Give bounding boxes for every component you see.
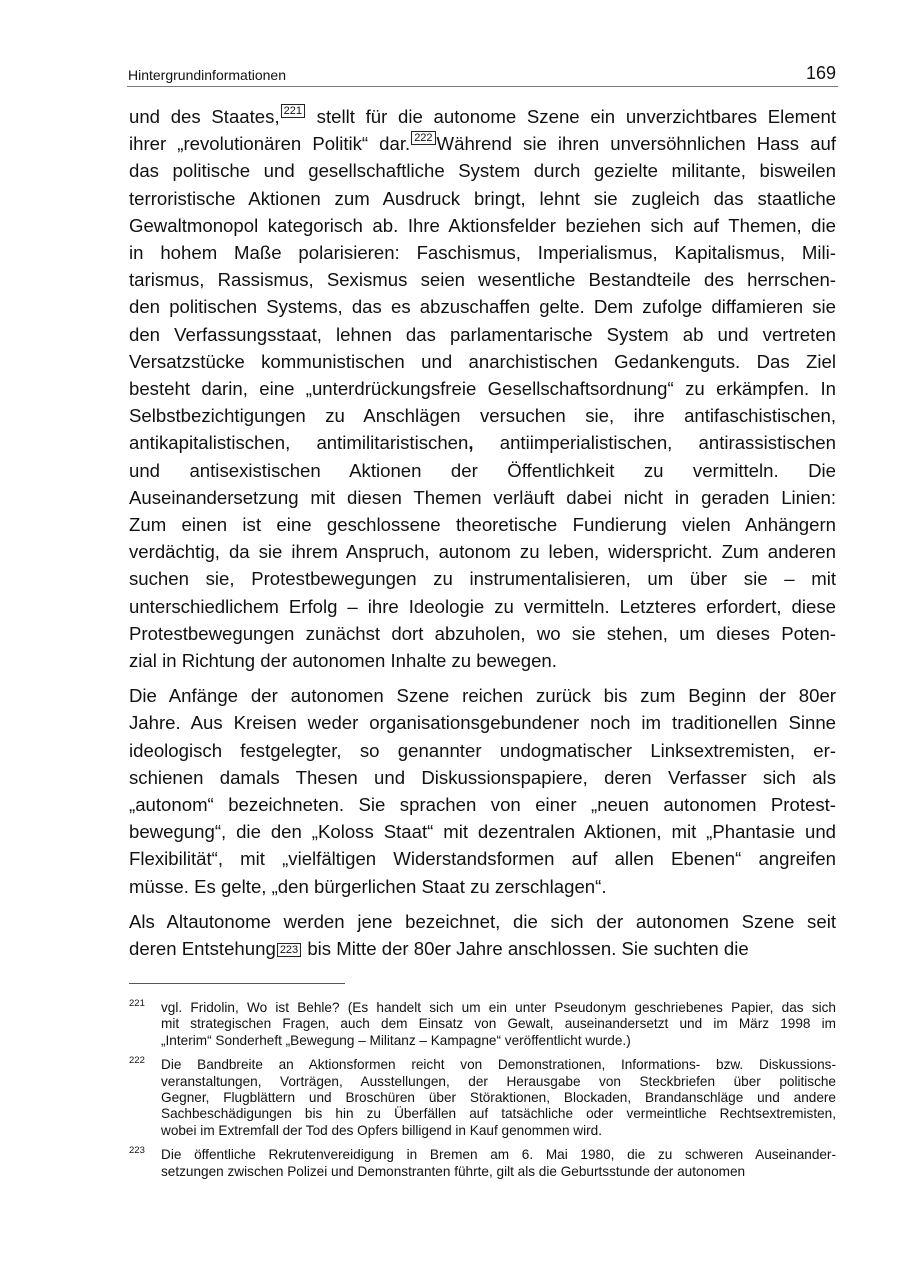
text-line: Auseinandersetzung mit diesen Themen verläuft dabei nicht in geraden Linien: <box>129 486 836 508</box>
footnotes <box>129 1000 836 1188</box>
footnote-reference-222[interactable]: 222 <box>411 131 435 145</box>
body-text <box>129 103 836 962</box>
footnote-line: „Interim“ Sonderheft „Bewegung – Militanz – Kampagne“ veröffentlicht wurde.) <box>161 1032 631 1048</box>
text-line: suchen sie, Protestbewegungen zu instrumentalisieren, um über sie – mit <box>129 568 836 590</box>
footnote-line: wobei im Extremfall der Tod des Opfers billigend in Kauf genommen wird. <box>161 1122 602 1138</box>
text-line: deren Entstehung 223 bis Mitte der 80er Jahre anschlossen. Sie suchten die <box>129 938 749 960</box>
text-line: Selbstbezichtigungen zu Anschlägen versuchen sie, ihre antifaschistischen, <box>129 405 836 427</box>
footnote-line: Die Bandbreite an Aktionsformen reicht von Demonstrationen, Informations- bzw. Diskussions- <box>161 1057 836 1073</box>
text-line: unterschiedlichem Erfolg – ihre Ideologie zu vermitteln. Letzteres erfordert, diese <box>129 595 836 617</box>
footnote-text <box>161 1057 836 1139</box>
footnote-223 <box>129 1147 836 1180</box>
page-number: 169 <box>805 63 836 83</box>
text-line: den Verfassungsstaat, lehnen das parlamentarische System ab und vertreten <box>129 323 836 345</box>
paragraph <box>129 682 836 900</box>
footnote-number: 223 <box>129 1145 145 1157</box>
text-line: Zum einen ist eine geschlossene theoretische Fundierung vielen Anhängern <box>129 514 836 536</box>
text-line: Als Altautonome werden jene bezeichnet, die sich der autonomen Szene seit <box>129 910 836 932</box>
text-line: und des Staates, 221 stellt für die autonome Szene ein unverzichtbares Element <box>129 105 836 127</box>
page-header <box>127 60 838 87</box>
text-line: das politische und gesellschaftliche System durch gezielte militante, bisweilen <box>129 160 836 182</box>
text-line: antikapitalistischen, antimilitaristischen, antiimperialistischen, antirassistischen <box>129 432 836 454</box>
text-line: den politischen Systems, das es abzuschaffen gelte. Dem zufolge diffamieren sie <box>129 296 836 318</box>
footnote-line: veranstaltungen, Vorträgen, Ausstellungen, der Herausgabe von Steckbriefen über politische <box>161 1073 836 1089</box>
footnote-line: vgl. Fridolin, Wo ist Behle? (Es handelt sich um ein unter Pseudonym geschriebenes Papier, das sich <box>161 1000 836 1015</box>
footnote-line: setzungen zwischen Polizei und Demonstranten führte, gilt als die Geburtsstunde der autonomen <box>161 1163 746 1179</box>
footnote-divider <box>129 983 345 984</box>
footnote-line: Sachbeschädigungen bis hin zu Überfällen auf tatsächliche oder vermeintliche Rechtsextremisten, <box>161 1106 836 1122</box>
text-line: müsse. Es gelte, „den bürgerlichen Staat zu zerschlagen“. <box>129 875 607 897</box>
footnote-number: 222 <box>129 1055 145 1067</box>
text-line: zial in Richtung der autonomen Inhalte zu bewegen. <box>129 650 557 672</box>
text-line: Jahre. Aus Kreisen weder organisationsgebundener noch im traditionellen Sinne <box>129 712 836 734</box>
text-line: besteht darin, eine „unterdrückungsfreie Gesellschaftsordnung“ zu erkämpfen. In <box>129 378 836 400</box>
text-line: verdächtig, da sie ihrem Anspruch, autonom zu leben, widerspricht. Zum anderen <box>129 541 836 563</box>
footnote-reference-223[interactable]: 223 <box>277 943 301 957</box>
text-line: und antisexistischen Aktionen der Öffentlichkeit zu vermitteln. Die <box>129 459 836 481</box>
text-line: Die Anfänge der autonomen Szene reichen zurück bis zum Beginn der 80er <box>129 685 836 707</box>
paragraph <box>129 103 836 674</box>
text-line: Versatzstücke kommunistischen und anarchistischen Gedankenguts. Das Ziel <box>129 350 836 372</box>
text-line: terroristische Aktionen zum Ausdruck bringt, lehnt sie zugleich das staatliche <box>129 187 836 209</box>
text-line: in hohem Maße polarisieren: Faschismus, Imperialismus, Kapitalismus, Mili- <box>129 242 836 264</box>
footnote-reference-221[interactable]: 221 <box>281 104 305 118</box>
text-line: bewegung“, die den „Koloss Staat“ mit dezentralen Aktionen, mit „Phantasie und <box>129 821 836 843</box>
text-line: Protestbewegungen zunächst dort abzuholen, wo sie stehen, um dieses Poten- <box>129 622 836 644</box>
text-line: schienen damals Thesen und Diskussionspapiere, deren Verfasser sich als <box>129 766 836 788</box>
footnote-number: 221 <box>129 998 145 1009</box>
text-line: Flexibilität“, mit „vielfältigen Widerstandsformen auf allen Ebenen“ angreifen <box>129 848 836 870</box>
footnote-222 <box>129 1057 836 1139</box>
text-line: ideologisch festgelegter, so genannter undogmatischer Linksextremisten, er- <box>129 739 836 761</box>
text-line: tarismus, Rassismus, Sexismus seien wesentliche Bestandteile des herrschen- <box>129 269 836 291</box>
text-line: ihrer „revolutionären Politik“ dar. 222 Während sie ihren unversöhnlichen Hass auf <box>129 132 836 155</box>
footnote-line: Gegner, Flugblättern und Broschüren über Störaktionen, Blockaden, Brandanschläge und andere <box>161 1090 836 1106</box>
text-line: „autonom“ bezeichneten. Sie sprachen von einer „neuen autonomen Protest- <box>129 794 836 816</box>
footnote-line: Die öffentliche Rekrutenvereidigung in Bremen am 6. Mai 1980, die zu schweren Auseinander- <box>161 1147 836 1163</box>
paragraph <box>129 908 836 962</box>
footnote-line: mit strategischen Fragen, auch dem Einsatz von Gewalt, auseinandersetzt und im März 1998 im <box>161 1016 836 1032</box>
section-title: Hintergrundinformationen <box>128 67 286 83</box>
footnote-text <box>161 1000 836 1049</box>
footnote-text <box>161 1147 836 1180</box>
footnote-221 <box>129 1000 836 1049</box>
text-line: Gewaltmonopol kategorisch ab. Ihre Aktionsfelder beziehen sich auf Themen, die <box>129 214 836 236</box>
